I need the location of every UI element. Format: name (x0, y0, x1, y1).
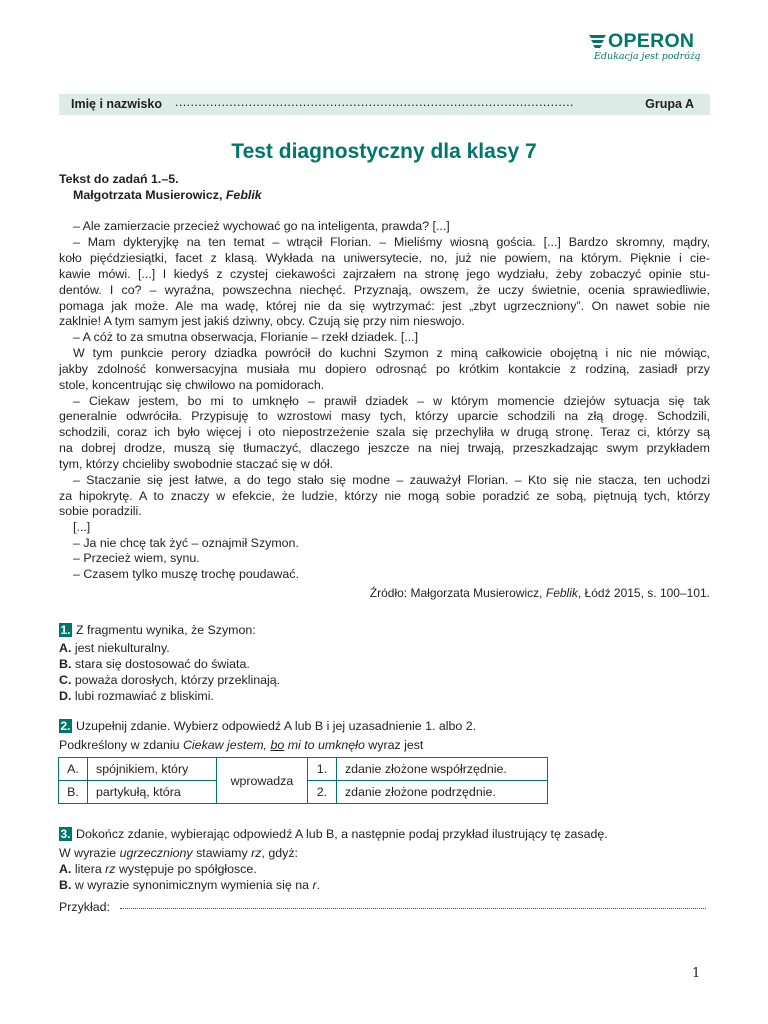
passage-line: – Ja nie chcę tak żyć – oznajmił Szymon. (73, 536, 299, 550)
name-bar (59, 94, 710, 115)
question-2 (59, 718, 476, 734)
quoted-sentence: mi to umknęło (287, 738, 365, 752)
question-number: 3. (60, 827, 71, 841)
page-number: 1 (692, 966, 701, 981)
passage-line: – Czasem tylko muszę trochę poudawać. (73, 567, 299, 581)
option-d[interactable] (59, 688, 214, 704)
answer-letter[interactable]: B. (59, 781, 88, 804)
option-text: występuje po spółgłosce. (118, 862, 257, 876)
question-1 (59, 622, 256, 638)
option-letter: D. (59, 689, 72, 703)
reason-number[interactable]: 2. (307, 781, 336, 804)
option-letter: B. (59, 657, 72, 671)
option-text: lubi rozmawiać z bliskimi. (74, 689, 214, 703)
option-text: w wyrazie synonimicznym wymienia się na (74, 878, 309, 892)
sub-text: stawiamy (196, 846, 248, 860)
passage-line: – Staczanie się jest łatwe, a do tego stało się modne – zauważył Florian. – Kto się nie stacza, ten uchodzi (73, 473, 710, 487)
passage-line: za hipokrytę. A to znaczy w efekcie, że ludzie, którzy nie mogą sobie poradzić ze sobą, piętnują tych, którzy (59, 489, 710, 503)
passage-line: na dobrej drodze, muszą się tłumaczyć, dlaczego jeszcze na niej trwają, przeszkadzając swym przykładem (59, 441, 710, 455)
name-dots: ....................................................................................................... (175, 95, 574, 109)
option-letter: A. (59, 641, 72, 655)
option-text: stara się dostosować do świata. (74, 657, 250, 671)
passage-line: kawie mówi. [...] I kiedyś z czystej ciekawości zajrzałem na stronę jego wydziału, żeby zobaczyć opinie stu- (59, 267, 710, 281)
question-2-sub (59, 737, 423, 753)
option-text: jest niekulturalny. (74, 641, 170, 655)
question-prompt: Uzupełnij zdanie. Wybierz odpowiedź A lub B i jej uzasadnienie 1. albo 2. (76, 719, 477, 733)
reason-text: zdanie złożone współrzędnie. (336, 758, 547, 781)
answer-text: partykułą, która (88, 781, 217, 804)
example-label: Przykład: (59, 900, 110, 914)
question-number: 1. (60, 623, 71, 637)
passage-line: pomaga jak może. Ale ma wadę, której nie da się wytrzymać: jest „zbyt ugrzeczniony”. On nawet sobie nie (59, 299, 710, 313)
passage-line: W tym punkcie perory dziadka powrócił do kuchni Szymon z miną całkowicie obojętną i nic nie mówiąc, (73, 346, 710, 360)
sub-text: Podkreślony w zdaniu (59, 738, 180, 752)
answer-letter[interactable]: A. (59, 758, 88, 781)
source-suffix: , Łódź 2015, s. 100–101. (577, 586, 710, 600)
author-line (73, 187, 262, 203)
example-answer-line[interactable] (120, 908, 706, 909)
option-letters: rz (105, 862, 116, 876)
quoted-sentence: Ciekaw jestem, (182, 738, 267, 752)
sub-text: wyraz jest (368, 738, 424, 752)
option-letters: r (312, 878, 317, 892)
name-label: Imię i nazwisko (71, 97, 163, 111)
option-text: . (316, 878, 321, 892)
question-prompt: Z fragmentu wynika, że Szymon: (76, 623, 256, 637)
author-name: Małgotrzata Musierowicz, (73, 188, 223, 202)
passage-line: [...] (73, 520, 91, 534)
source-citation (370, 585, 710, 601)
sub-letters: rz (251, 846, 262, 860)
passage-line: – Ale zamierzacie przecież wychować go na inteligenta, prawda? [...] (73, 219, 450, 233)
operon-logo (588, 30, 712, 66)
question-number: 2. (60, 719, 71, 733)
question-3 (59, 826, 608, 842)
reason-text: zdanie złożone podrzędnie. (336, 781, 547, 804)
source-prefix: Źródło: Małgorzata Musierowicz, (369, 586, 543, 600)
page-title: Test diagnostyczny dla klasy 7 (231, 140, 537, 163)
logo-brand: OPERON (608, 30, 695, 52)
sub-text: W wyrazie (59, 846, 117, 860)
passage-line: tym, którzy chcieliby swobodnie staczać się w dół. (59, 457, 334, 471)
passage-line: – A cóż to za smutna obserwacja, Florianie – rzekł dziadek. [...] (73, 330, 419, 344)
option-text: litera (74, 862, 102, 876)
passage-line: stole, koncentrując się chwilowo na pomidorach. (59, 378, 325, 392)
answer-text: spójnikiem, który (88, 758, 217, 781)
underlined-word: bo (270, 738, 285, 752)
passage-line: zaklnie! A tym samym jest jakiś dziwny, obcy. Czują się przy nim nieswojo. (59, 314, 465, 328)
q3-option-a[interactable] (59, 861, 257, 877)
passage-line: – Mam dykteryjkę na ten temat – wtrącił Florian. – Mieliśmy wiosną gościa. [...] Bardzo skromny, mądry, (73, 235, 710, 249)
question-3-sub (59, 845, 298, 861)
operon-wings-icon (588, 32, 608, 50)
option-b[interactable] (59, 656, 250, 672)
text-label: Tekst do zadań 1.–5. (59, 172, 179, 186)
source-work: Feblik (545, 586, 578, 600)
sub-word: ugrzeczniony (119, 846, 193, 860)
option-text: poważa dorosłych, którzy przeklinają. (74, 673, 281, 687)
q3-option-b[interactable] (59, 877, 320, 893)
work-title: Feblik (225, 188, 262, 202)
option-letter: C. (59, 673, 72, 687)
question-prompt: Dokończ zdanie, wybierając odpowiedź A lub B, a następnie podaj przykład ilustrujący tę zasadę. (76, 827, 608, 841)
passage-line: schodzili, coraz ich było więcej i oto niepostrzeżenie szala się przechyliła w drugą stronę. Teraz ci, którzy są (59, 425, 710, 439)
option-c[interactable] (59, 672, 280, 688)
passage-line: – Przecież wiem, synu. (73, 551, 200, 565)
option-letter: A. (59, 862, 72, 876)
sub-text: , gdyż: (261, 846, 298, 860)
answer-table (58, 757, 548, 804)
passage-line: dentów. I co? – wyraźna, powszechna niechęć. Przyznają, owszem, że uczy świetnie, ocenia sprawiedliwie, (59, 283, 710, 297)
logo-tagline: Edukacja jest podróżą (594, 51, 701, 62)
option-letter: B. (59, 878, 72, 892)
answer-middle: wprowadza (216, 758, 307, 804)
passage-line: – Ciekaw jestem, bo mi to umknęło – prawił dziadek – w którym momencie dziejów sytuacja się tak (73, 394, 710, 408)
passage-line: sobie poradzili. (59, 504, 142, 518)
passage-line: jakby zdolność konwersacyjna musiała mu dopiero odrosnąć po krótkim kontakcie z rodziną, zasiadł przy (59, 362, 710, 376)
passage-line: generalnie odwróciła. Przypisuję to wzrostowi masy tych, którzy uparcie schodzili na złą drogę. Schodzili, (59, 409, 710, 423)
passage-line: koło pięćdziesiątki, facet z klasą. Wykłada na uniwersytecie, no, już nie powiem, na którym. Pięknie i cie- (59, 251, 710, 265)
reason-number[interactable]: 1. (307, 758, 336, 781)
group-label: Grupa A (645, 97, 694, 111)
table-row (59, 758, 548, 781)
option-a[interactable] (59, 640, 170, 656)
